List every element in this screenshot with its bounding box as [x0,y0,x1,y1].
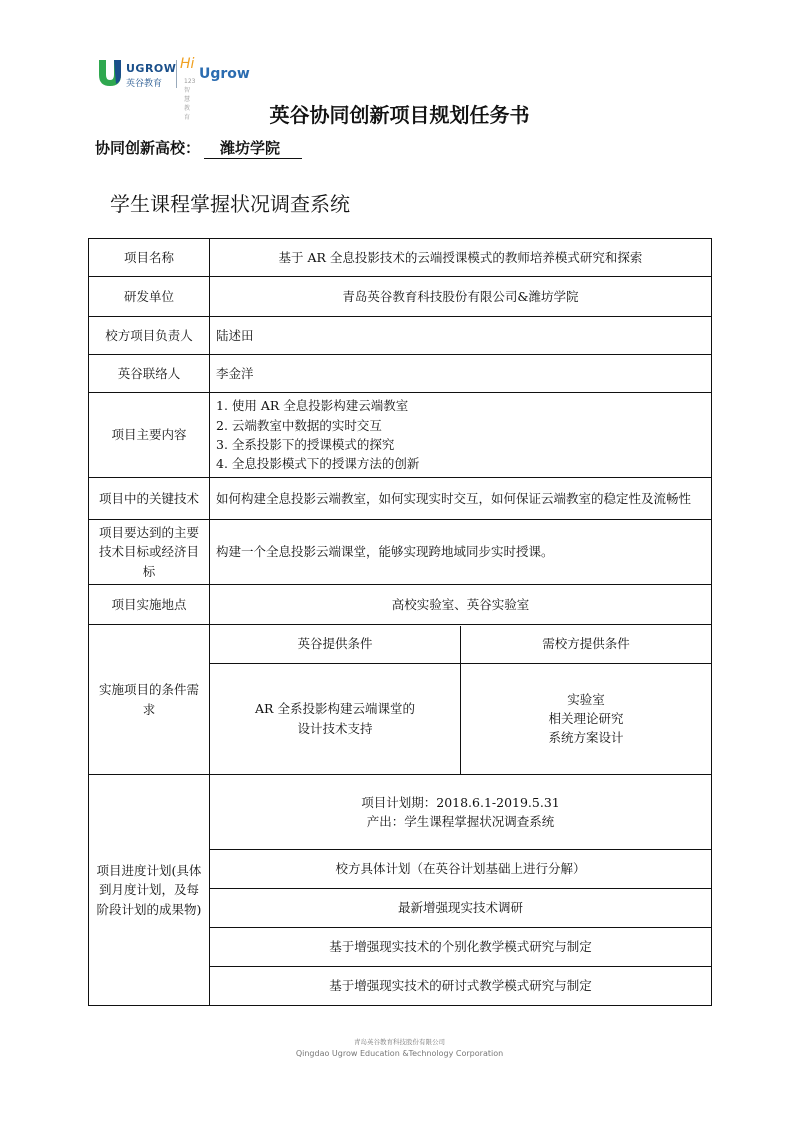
ugrow-conditions [210,663,461,774]
location-value: 高校实验室、英谷实验室 [210,585,712,625]
row-label: 实施项目的条件需求 [89,625,210,775]
row-label: 项目要达到的主要技术目标或经济目标 [89,520,210,585]
row-label: 项目进度计划(具体到月度计划，及每阶段计划的成果物) [89,775,210,1006]
brand-name: UGROW [126,62,177,75]
list-item: 2. 云端教室中数据的实时交互 [216,417,382,433]
document-title: 英谷协同创新项目规划任务书 [269,103,530,127]
hi-ugrow-sub: 123智慧教育 [184,78,196,121]
row-label: 校方项目负责人 [89,317,210,355]
row-label: 项目实施地点 [89,585,210,625]
row-label: 研发单位 [89,277,210,317]
ugrow-logo-icon [96,58,124,88]
schedule-step: 基于增强现实技术的研讨式教学模式研究与制定 [329,978,592,994]
row-label: 项目主要内容 [89,393,210,478]
table-row [89,393,712,478]
hi-text: Hi [180,56,195,72]
leader-value: 陆述田 [210,317,712,355]
table-row [89,520,712,585]
condition-line: 系统方案设计 [548,730,624,746]
schedule-step: 最新增强现实技术调研 [210,889,711,928]
key-tech-value: 如何构建全息投影云端教室，如何实现实时交互，如何保证云端教室的稳定性及流畅性 [210,478,712,520]
schedule-plan-header: 校方具体计划（在英谷计划基础上进行分解） [210,850,711,889]
schedule-output: 产出：学生课程掌握状况调查系统 [366,814,555,830]
unit-value: 青岛英谷教育科技股份有限公司&潍坊学院 [210,277,712,317]
list-item: 3. 全系投影下的授课模式的探究 [216,437,395,452]
school-conditions [461,663,712,774]
school-value: 潍坊学院 [204,137,302,159]
table-row [89,277,712,317]
school-line [95,137,302,159]
condition-line: AR 全系投影构建云端课堂的 [255,701,415,717]
table-row [89,355,712,393]
school-label: 协同创新高校： [95,139,201,157]
content-list [210,393,712,478]
table-row [89,478,712,520]
goal-value: 构建一个全息投影云端课堂，能够实现跨地域同步实时授课。 [210,520,712,585]
footer-company-en: Qingdao Ugrow Education &Technology Corporation [295,1049,504,1058]
row-label: 项目名称 [89,239,210,277]
table-row [89,775,712,1006]
schedule-overview [210,775,711,850]
conditions-table [210,626,711,774]
table-row [89,625,712,775]
list-item: 4. 全息投影模式下的授课方法的创新 [216,456,420,472]
row-label: 项目中的关键技术 [89,478,210,520]
condition-line: 相关理论研究 [548,710,624,726]
row-label: 英谷联络人 [89,355,210,393]
table-row [89,239,712,277]
project-table [88,238,712,1006]
brand-name-cn: 英谷教育 [126,79,163,89]
project-name-value: 基于 AR 全息投影技术的云端授课模式的教师培养模式研究和探索 [210,239,712,277]
table-row [89,585,712,625]
conditions-header-row [210,626,711,664]
conditions-body-row [210,663,711,774]
conditions-cell [210,625,712,775]
condition-line: 实验室 [567,691,605,707]
school-conditions-header: 需校方提供条件 [461,626,712,664]
hi-ugrow-brand: Ugrow [199,66,250,82]
footer-company-cn: 青岛英谷教育科技股份有限公司 [354,1038,445,1046]
ugrow-conditions-header: 英谷提供条件 [210,626,461,664]
schedule-cell [210,775,712,1006]
contact-value: 李金洋 [210,355,712,393]
schedule-step: 基于增强现实技术的个别化教学模式研究与制定 [210,928,711,967]
logo-divider [176,60,177,88]
table-row [89,317,712,355]
condition-line: 设计技术支持 [297,720,373,736]
schedule-period: 项目计划期：2018.6.1-2019.5.31 [361,794,560,810]
footer [0,1037,799,1058]
project-heading: 学生课程掌握状况调查系统 [110,192,350,216]
list-item: 1. 使用 AR 全息投影构建云端教室 [216,398,409,414]
